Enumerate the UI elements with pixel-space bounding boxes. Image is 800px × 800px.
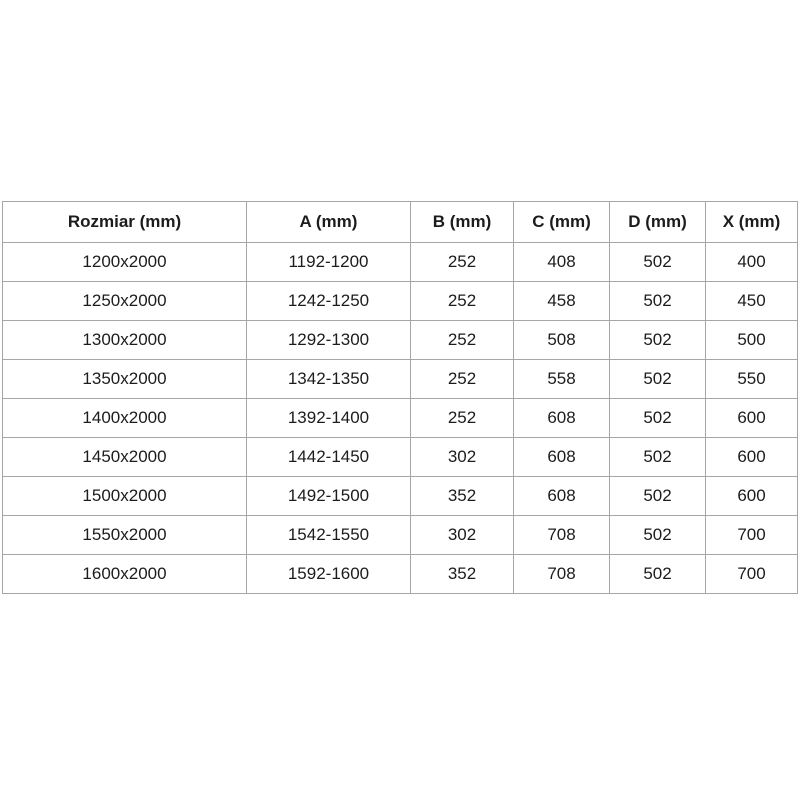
table-cell: 302 — [411, 438, 514, 477]
table-cell: 252 — [411, 321, 514, 360]
table-cell: 502 — [610, 477, 706, 516]
table-cell: 1242-1250 — [247, 282, 411, 321]
table-cell: 1392-1400 — [247, 399, 411, 438]
table-cell: 1450x2000 — [3, 438, 247, 477]
table-cell: 252 — [411, 399, 514, 438]
table-cell: 1292-1300 — [247, 321, 411, 360]
table-cell: 1442-1450 — [247, 438, 411, 477]
header-cell-a: A (mm) — [247, 202, 411, 243]
table-cell: 1550x2000 — [3, 516, 247, 555]
table-cell: 508 — [514, 321, 610, 360]
table-row — [3, 555, 798, 594]
table-cell: 450 — [706, 282, 798, 321]
table-cell: 558 — [514, 360, 610, 399]
table-cell: 1592-1600 — [247, 555, 411, 594]
table-cell: 502 — [610, 321, 706, 360]
table-cell: 608 — [514, 438, 610, 477]
table-cell: 458 — [514, 282, 610, 321]
table-cell: 252 — [411, 243, 514, 282]
table-cell: 708 — [514, 516, 610, 555]
table-cell: 1350x2000 — [3, 360, 247, 399]
table-cell: 1542-1550 — [247, 516, 411, 555]
table-cell: 608 — [514, 399, 610, 438]
table-cell: 252 — [411, 360, 514, 399]
table-cell: 700 — [706, 555, 798, 594]
table-row — [3, 282, 798, 321]
table-cell: 1600x2000 — [3, 555, 247, 594]
header-cell-d: D (mm) — [610, 202, 706, 243]
table-cell: 1342-1350 — [247, 360, 411, 399]
table-cell: 600 — [706, 477, 798, 516]
table-cell: 600 — [706, 399, 798, 438]
table-cell: 502 — [610, 555, 706, 594]
table-cell: 502 — [610, 399, 706, 438]
table-cell: 408 — [514, 243, 610, 282]
table-cell: 1250x2000 — [3, 282, 247, 321]
table-row — [3, 399, 798, 438]
table-row — [3, 438, 798, 477]
table-row — [3, 516, 798, 555]
table-cell: 252 — [411, 282, 514, 321]
table-cell: 352 — [411, 477, 514, 516]
header-cell-b: B (mm) — [411, 202, 514, 243]
size-spec-table — [2, 201, 798, 594]
table-cell: 502 — [610, 516, 706, 555]
table-cell: 1492-1500 — [247, 477, 411, 516]
table-cell: 708 — [514, 555, 610, 594]
table-cell: 502 — [610, 243, 706, 282]
table-cell: 400 — [706, 243, 798, 282]
header-row — [3, 202, 798, 243]
table-cell: 600 — [706, 438, 798, 477]
table-cell: 608 — [514, 477, 610, 516]
table-cell: 550 — [706, 360, 798, 399]
header-cell-x: X (mm) — [706, 202, 798, 243]
table-cell: 1200x2000 — [3, 243, 247, 282]
table-cell: 502 — [610, 360, 706, 399]
table-cell: 700 — [706, 516, 798, 555]
table-cell: 1192-1200 — [247, 243, 411, 282]
table-row — [3, 477, 798, 516]
table-cell: 302 — [411, 516, 514, 555]
table-cell: 1400x2000 — [3, 399, 247, 438]
table-cell: 352 — [411, 555, 514, 594]
header-cell-c: C (mm) — [514, 202, 610, 243]
table-cell: 502 — [610, 282, 706, 321]
table-row — [3, 243, 798, 282]
header-cell-rozmiar: Rozmiar (mm) — [3, 202, 247, 243]
table-cell: 1300x2000 — [3, 321, 247, 360]
table-cell: 1500x2000 — [3, 477, 247, 516]
table-cell: 502 — [610, 438, 706, 477]
table-row — [3, 360, 798, 399]
table-row — [3, 321, 798, 360]
table-cell: 500 — [706, 321, 798, 360]
